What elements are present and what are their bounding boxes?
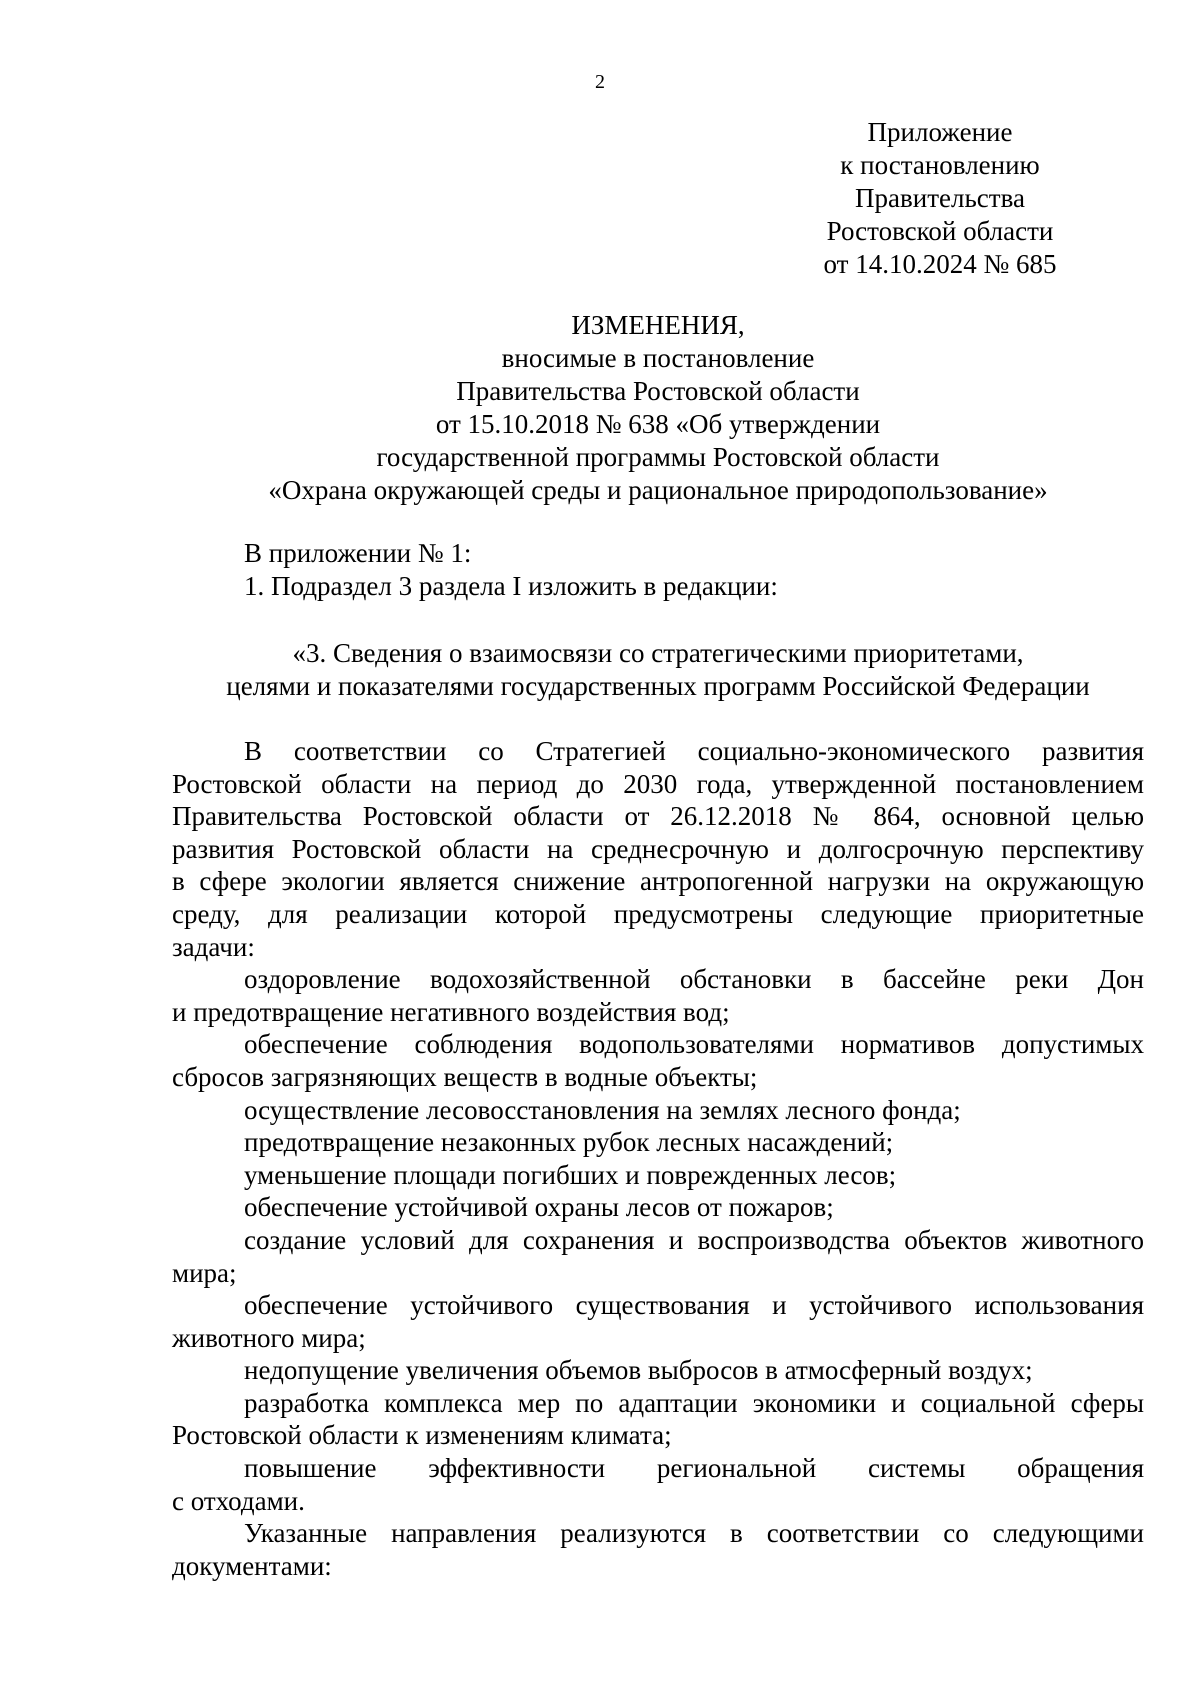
body-line: обеспечение устойчивой охраны лесов от пожаров; <box>244 1192 834 1223</box>
body-line: оздоровление водохозяйственной обстановки в бассейне реки Дон <box>244 964 1144 995</box>
body-line: обеспечение соблюдения водопользователями нормативов допустимых <box>244 1029 1144 1060</box>
appendix-block <box>790 116 1090 281</box>
body-line: документами: <box>172 1550 332 1581</box>
body-line: Правительства Ростовской области от 26.12.2018 № 864, основной целью <box>172 801 1144 832</box>
body-line: задачи: <box>172 931 255 962</box>
body-line: В соответствии со Стратегией социально-экономического развития <box>244 736 1144 766</box>
body-line: осуществление лесовосстановления на землях лесного фонда; <box>244 1094 961 1125</box>
title-line: Правительства Ростовской области <box>456 376 860 406</box>
section-heading-line: «3. Сведения о взаимосвязи со стратегическими приоритетами, <box>292 638 1024 668</box>
appendix-line: Ростовской области <box>826 216 1054 246</box>
body-line: мира; <box>172 1257 237 1288</box>
document-title <box>172 309 1144 507</box>
body-line: и предотвращение негативного воздействия вод; <box>172 996 730 1027</box>
body-line: создание условий для сохранения и воспроизводства объектов животного <box>244 1224 1144 1255</box>
body-line: среду, для реализации которой предусмотрены следующие приоритетные <box>172 898 1144 929</box>
body-line: с отходами. <box>172 1485 305 1516</box>
body-line: в сфере экологии является снижение антропогенной нагрузки на окружающую <box>172 866 1144 897</box>
body-line: Ростовской области к изменениям климата; <box>172 1420 672 1451</box>
body-line: предотвращение незаконных рубок лесных насаждений; <box>244 1127 894 1158</box>
appendix-line: Приложение <box>867 117 1013 147</box>
body-line: сбросов загрязняющих веществ в водные объекты; <box>172 1061 758 1092</box>
body-line: Ростовской области на период до 2030 года, утвержденной постановлением <box>172 768 1144 799</box>
title-line: государственной программы Ростовской области <box>376 442 940 472</box>
title-line: вносимые в постановление <box>501 343 815 373</box>
body-line: животного мира; <box>172 1322 366 1353</box>
intro-line: В приложении № 1: <box>244 538 472 568</box>
intro-line: 1. Подраздел 3 раздела I изложить в редакции: <box>244 571 778 601</box>
body-text <box>172 735 1144 1582</box>
title-line: от 15.10.2018 № 638 «Об утверждении <box>435 409 881 439</box>
section-heading <box>172 637 1144 703</box>
appendix-line: от 14.10.2024 № 685 <box>823 249 1057 279</box>
body-line: развития Ростовской области на среднесрочную и долгосрочную перспективу <box>172 833 1144 864</box>
body-line: повышение эффективности региональной системы обращения <box>244 1453 1144 1484</box>
body-line: обеспечение устойчивого существования и устойчивого использования <box>244 1290 1144 1321</box>
page-number: 2 <box>595 71 605 93</box>
appendix-line: к постановлению <box>840 150 1040 180</box>
body-line: Указанные направления реализуются в соответствии со следующими <box>244 1518 1144 1549</box>
appendix-line: Правительства <box>855 183 1025 213</box>
section-heading-line: целями и показателями государственных программ Российской Федерации <box>226 671 1090 701</box>
title-heading: ИЗМЕНЕНИЯ, <box>571 310 745 340</box>
intro-block <box>244 537 778 603</box>
title-line: «Охрана окружающей среды и рациональное природопользование» <box>268 475 1048 505</box>
body-line: недопущение увеличения объемов выбросов в атмосферный воздух; <box>244 1355 1033 1386</box>
body-line: уменьшение площади погибших и поврежденных лесов; <box>244 1159 897 1190</box>
body-line: разработка комплекса мер по адаптации экономики и социальной сферы <box>244 1387 1144 1418</box>
